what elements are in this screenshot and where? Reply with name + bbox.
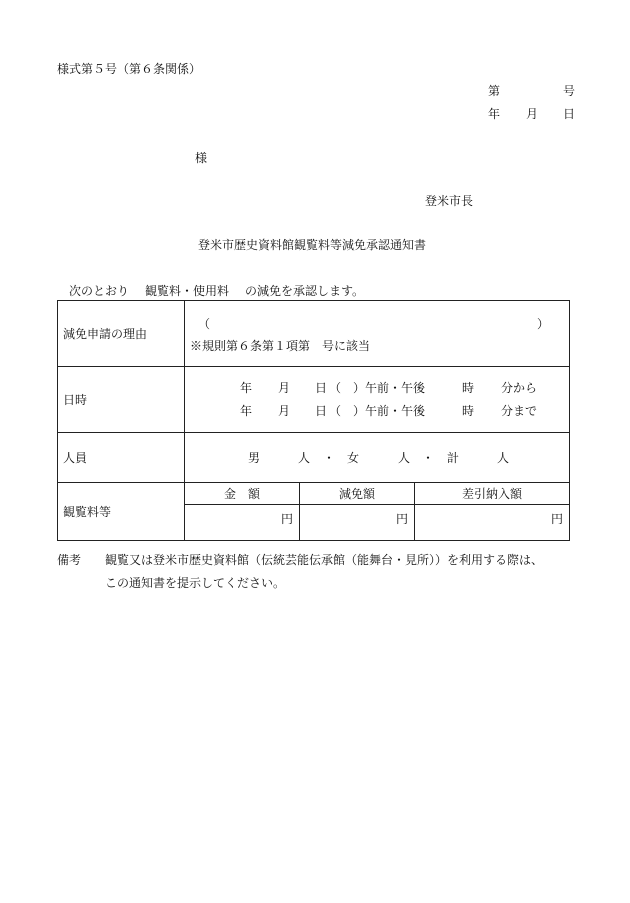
form-number: 様式第５号（第６条関係） (57, 62, 202, 76)
intro-prefix: 次のとおり (69, 284, 130, 298)
header-go: 号 (563, 84, 576, 98)
header-nen: 年 (488, 107, 501, 121)
intro-options: 観覧料・使用料 (145, 284, 230, 298)
reason-label: 減免申請の理由 (58, 301, 185, 367)
approval-table (57, 300, 570, 541)
issuer: 登米市長 (425, 194, 474, 208)
persons-label: 人員 (58, 433, 185, 483)
dt2-fun: 分まで (501, 404, 538, 418)
dt2-hi: 日 (315, 404, 328, 418)
persons-total: 計 (447, 451, 460, 465)
persons-female: 女 (347, 451, 360, 465)
reason-row (58, 301, 570, 367)
fee-exemption-yen: 円 (300, 505, 415, 541)
dt1-nen: 年 (240, 381, 253, 395)
persons-cell (185, 433, 570, 483)
document-title: 登米市歴史資料館観覧料等減免承認通知書 (198, 238, 427, 252)
datetime-row (58, 367, 570, 433)
dt1-tsuki: 月 (278, 381, 291, 395)
persons-nin-total: 人 (497, 451, 510, 465)
rule-note: ※規則第６条第１項第 号に該当 (190, 339, 371, 353)
remarks-line-1: 観覧又は登米市歴史資料館（伝統芸能伝承館（能舞台・見所））を利用する際は、 (105, 553, 544, 567)
datetime-label: 日時 (58, 367, 185, 433)
dt2-ampm: 午前・午後 (365, 404, 426, 418)
fee-header-row (58, 483, 570, 505)
reason-close-paren: ） (537, 317, 550, 331)
dt2-nen: 年 (240, 404, 253, 418)
dt1-hi: 日 (315, 381, 328, 395)
dt2-ji: 時 (462, 404, 475, 418)
persons-dot-2: ・ (422, 451, 435, 465)
intro-suffix: の減免を承認します。 (245, 284, 365, 298)
fee-payable-yen: 円 (415, 505, 570, 541)
fee-header-amount: 金 額 (185, 483, 300, 505)
dt1-fun: 分から (501, 381, 538, 395)
reason-cell (185, 301, 570, 367)
fee-header-payable: 差引納入額 (415, 483, 570, 505)
fee-header-exemption: 減免額 (300, 483, 415, 505)
header-hi: 日 (563, 107, 576, 121)
persons-nin-male: 人 (298, 451, 311, 465)
header-dai: 第 (488, 84, 501, 98)
reason-open-paren: （ (198, 317, 211, 331)
dt1-ji: 時 (462, 381, 475, 395)
dt2-paren: （ ） (329, 404, 366, 418)
datetime-cell (185, 367, 570, 433)
persons-nin-female: 人 (398, 451, 411, 465)
dt1-paren: （ ） (329, 381, 366, 395)
remarks-label: 備考 (57, 553, 82, 567)
dt2-tsuki: 月 (278, 404, 291, 418)
addressee-sama: 様 (195, 151, 208, 165)
fee-amount-yen: 円 (185, 505, 300, 541)
dt1-ampm: 午前・午後 (365, 381, 426, 395)
persons-male: 男 (248, 451, 261, 465)
persons-row (58, 433, 570, 483)
fee-label: 観覧料等 (58, 483, 185, 541)
remarks-line-2: この通知書を提示してください。 (105, 576, 286, 590)
persons-dot-1: ・ (323, 451, 336, 465)
header-tsuki: 月 (526, 107, 539, 121)
